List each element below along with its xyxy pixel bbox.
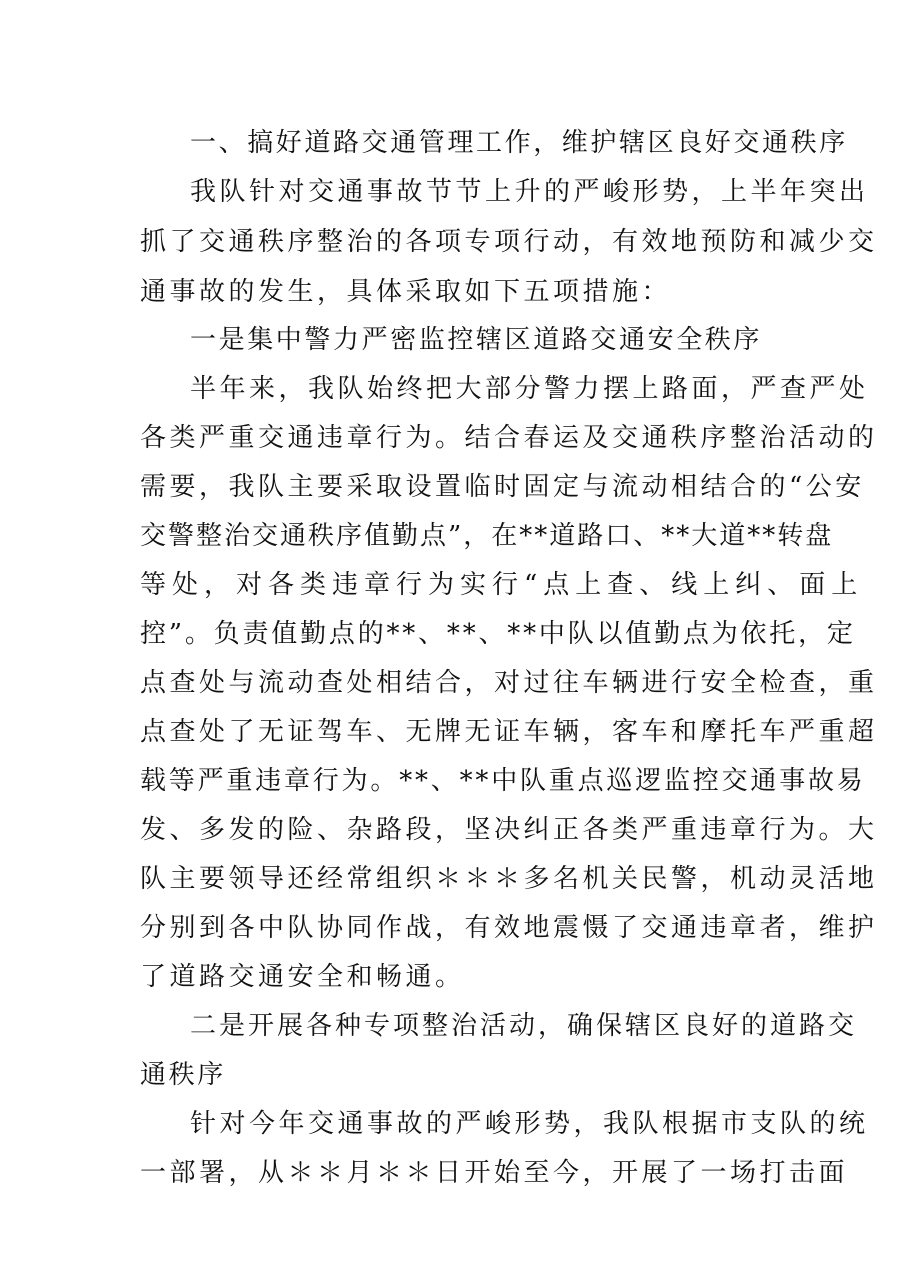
paragraph-line: 载等严重违章行为。**、**中队重点巡逻监控交通事故易 bbox=[140, 766, 866, 796]
paragraph-line: 我队针对交通事故节节上升的严峻形势，上半年突出 bbox=[190, 177, 869, 207]
subheading-2-continued: 通秩序 bbox=[140, 1060, 226, 1090]
paragraph-line: 针对今年交通事故的严峻形势，我队根据市支队的统 bbox=[190, 1109, 869, 1139]
paragraph-line: 半年来，我队始终把大部分警力摆上路面，严查严处 bbox=[190, 374, 869, 404]
paragraph-line: 需要，我队主要采取设置临时固定与流动相结合的“公安 bbox=[140, 472, 865, 502]
paragraph-line: 通事故的发生，具体采取如下五项措施： bbox=[140, 277, 672, 307]
paragraph-line: 发、多发的险、杂路段，坚决纠正各类严重违章行为。大 bbox=[140, 815, 878, 845]
paragraph-line: 各类严重交通违章行为。结合春运及交通秩序整治活动的 bbox=[140, 423, 878, 453]
paragraph-line: 点查处了无证驾车、无牌无证车辆，客车和摩托车严重超 bbox=[140, 717, 878, 747]
paragraph-line: 一部署，从＊＊月＊＊日开始至今，开展了一场打击面 bbox=[140, 1158, 849, 1188]
paragraph-line: 点查处与流动查处相结合，对过往车辆进行安全检查，重 bbox=[140, 668, 878, 698]
subheading-2: 二是开展各种专项整治活动，确保辖区良好的道路交 bbox=[190, 1011, 858, 1041]
paragraph-line: 队主要领导还经常组织＊＊＊多名机关民警，机动灵活地 bbox=[140, 864, 878, 894]
paragraph-line: 等处，对各类违章行为实行“点上查、线上纠、面上 bbox=[140, 570, 864, 600]
paragraph-line: 交警整治交通秩序值勤点”，在**道路口、**大道**转盘 bbox=[140, 521, 834, 551]
section-heading-1: 一、搞好道路交通管理工作，维护辖区良好交通秩序 bbox=[190, 128, 848, 158]
paragraph-line: 分别到各中队协同作战，有效地震慑了交通违章者，维护 bbox=[140, 913, 878, 943]
paragraph-line: 了道路交通安全和畅通。 bbox=[140, 962, 465, 992]
paragraph-line: 控”。负责值勤点的**、**、**中队以值勤点为依托，定 bbox=[140, 619, 856, 649]
paragraph-line: 抓了交通秩序整治的各项专项行动，有效地预防和减少交 bbox=[140, 227, 878, 257]
subheading-1: 一是集中警力严密监控辖区道路交通安全秩序 bbox=[190, 325, 763, 355]
